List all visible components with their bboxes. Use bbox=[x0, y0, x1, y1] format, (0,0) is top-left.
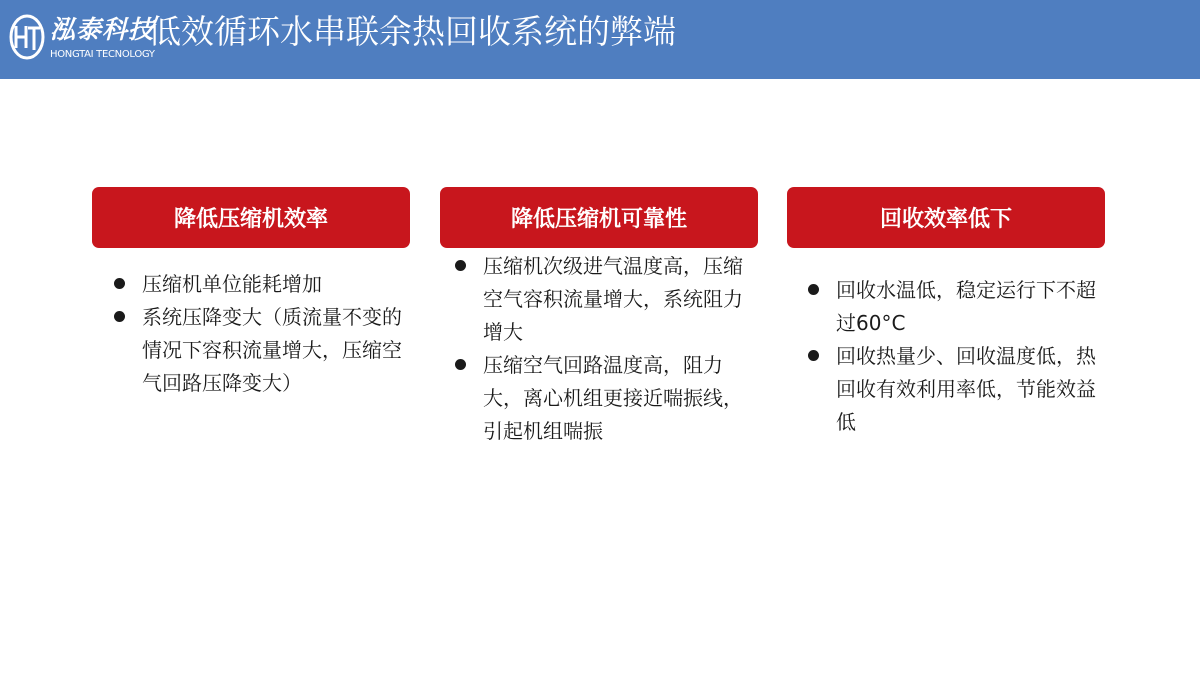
bullet-dot-icon bbox=[114, 311, 125, 322]
bullet-dot-icon bbox=[808, 350, 819, 361]
column-heading-reliability: 降低压缩机可靠性 bbox=[440, 187, 758, 248]
bullet-list-recovery bbox=[808, 274, 1098, 439]
list-item bbox=[808, 274, 1098, 340]
slide-title: 低效循环水串联余热回收系统的弊端 bbox=[148, 12, 676, 51]
bullet-text: 回收水温低，稳定运行下不超过60°C bbox=[836, 278, 1096, 335]
list-item bbox=[114, 301, 404, 400]
hongtai-logo-icon bbox=[8, 12, 46, 62]
bullet-text: 压缩机次级进气温度高，压缩空气容积流量增大，系统阻力增大 bbox=[483, 254, 743, 344]
column-heading-efficiency: 降低压缩机效率 bbox=[92, 187, 410, 248]
bullet-text: 系统压降变大（质流量不变的情况下容积流量增大，压缩空气回路压降变大） bbox=[142, 305, 402, 395]
header-bar bbox=[0, 0, 1200, 79]
list-item bbox=[455, 250, 755, 349]
bullet-text: 压缩空气回路温度高，阻力大，离心机组更接近喘振线，引起机组喘振 bbox=[483, 353, 743, 443]
logo-english-name: HONGTAI TECNOLOGY bbox=[50, 49, 155, 60]
bullet-text: 压缩机单位能耗增加 bbox=[142, 272, 322, 296]
list-item bbox=[455, 349, 755, 448]
bullet-dot-icon bbox=[455, 359, 466, 370]
bullet-list-reliability bbox=[455, 250, 755, 448]
logo-chinese-name: 泓泰科技 bbox=[50, 15, 155, 44]
list-item bbox=[114, 268, 404, 301]
bullet-list-efficiency bbox=[114, 268, 404, 400]
column-heading-recovery: 回收效率低下 bbox=[787, 187, 1105, 248]
bullet-text: 回收热量少、回收温度低，热回收有效利用率低，节能效益低 bbox=[836, 344, 1096, 434]
bullet-dot-icon bbox=[455, 260, 466, 271]
bullet-dot-icon bbox=[114, 278, 125, 289]
list-item bbox=[808, 340, 1098, 439]
company-logo bbox=[6, 4, 155, 70]
bullet-dot-icon bbox=[808, 284, 819, 295]
